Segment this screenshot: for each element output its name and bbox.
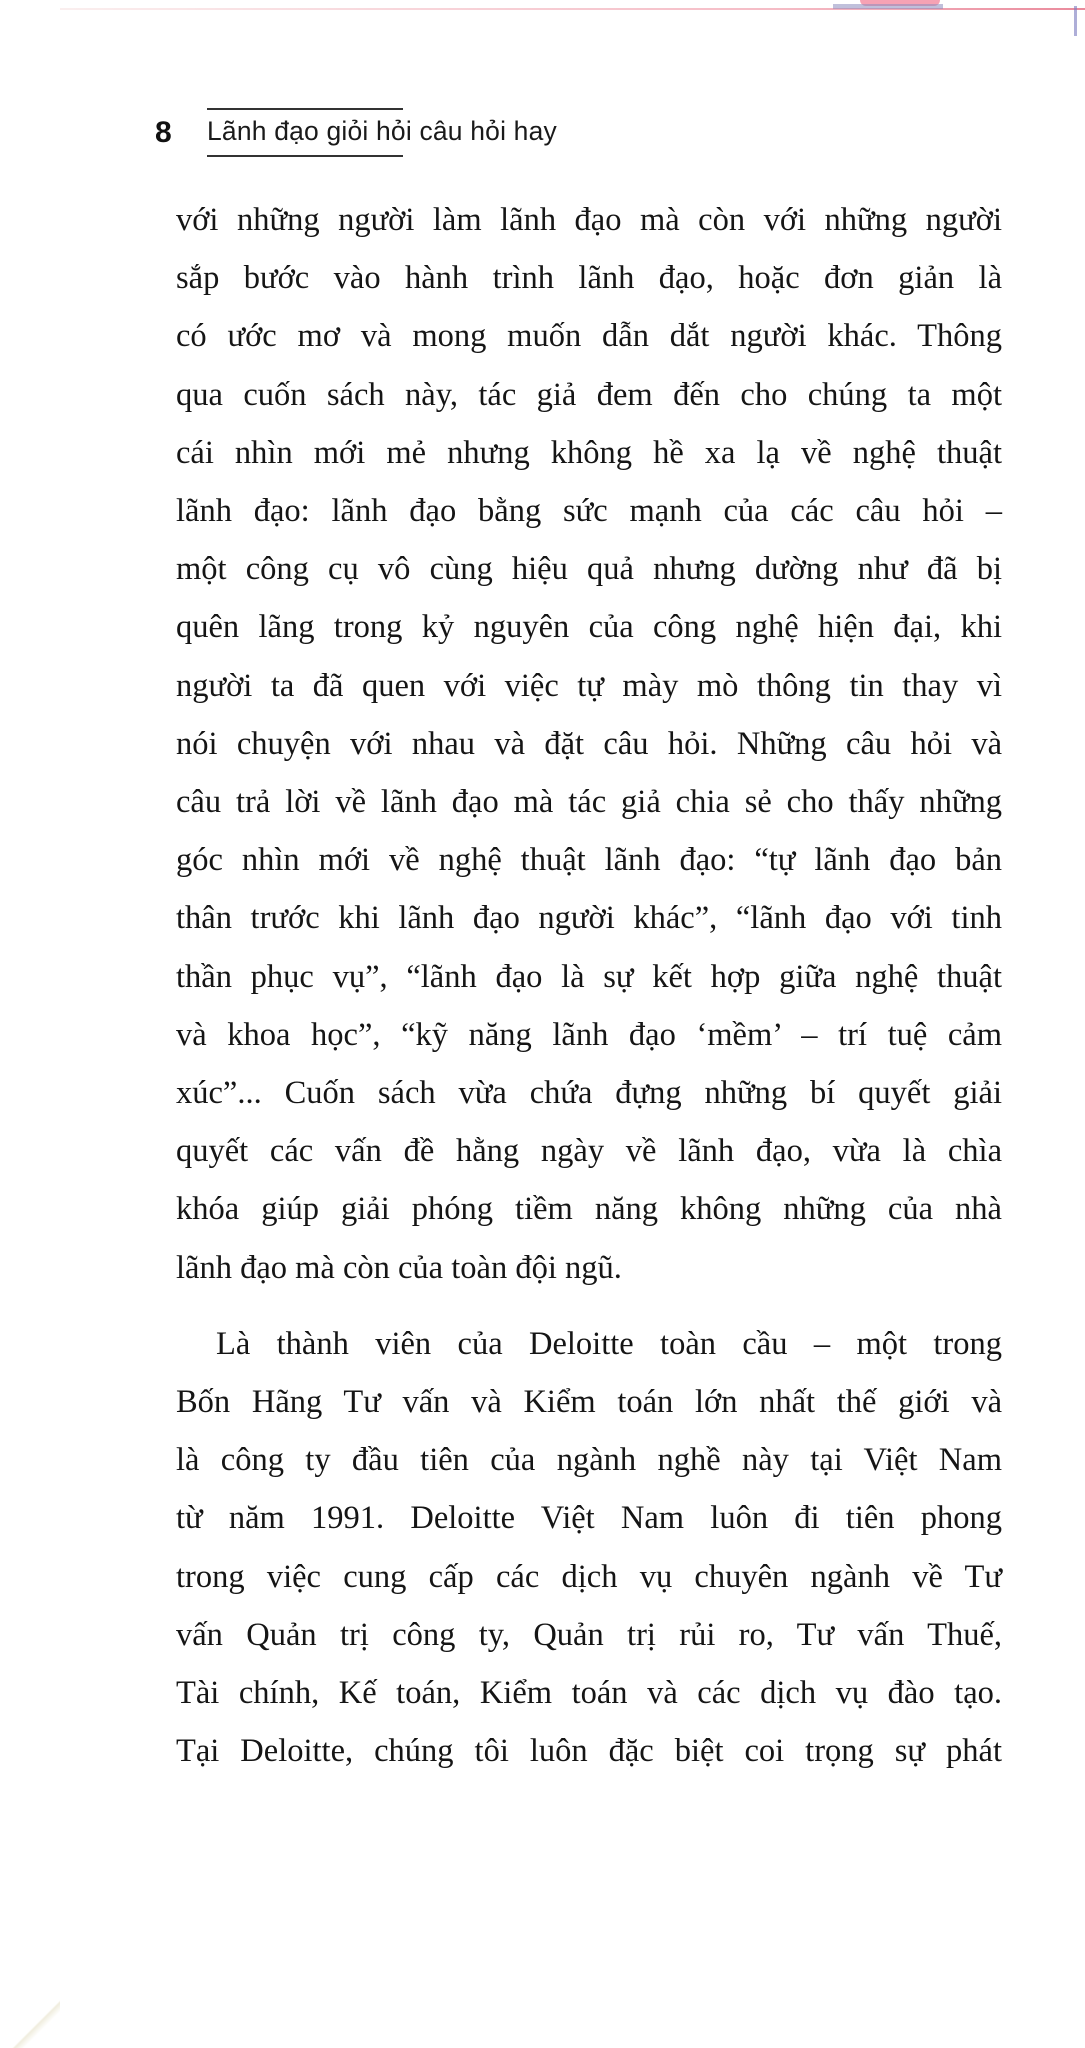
text-line: từ năm 1991. Deloitte Việt Nam luôn đi tiên phong bbox=[176, 1500, 1002, 1537]
body-text bbox=[176, 191, 1002, 1780]
text-line: vấn Quản trị công ty, Quản trị rủi ro, Tư vấn Thuế, bbox=[176, 1616, 1002, 1653]
text-line: và khoa học”, “kỹ năng lãnh đạo ‘mềm’ – trí tuệ cảm bbox=[176, 1016, 1002, 1053]
page-corner-fold bbox=[0, 1988, 60, 2048]
paragraph-continued bbox=[176, 191, 1002, 1297]
text-line: người ta đã quen với việc tự mày mò thông tin thay vì bbox=[176, 667, 1002, 704]
text-line: trong việc cung cấp các dịch vụ chuyên ngành về Tư bbox=[176, 1558, 1002, 1595]
text-line: lãnh đạo: lãnh đạo bằng sức mạnh của các câu hỏi – bbox=[176, 493, 1002, 530]
running-title: Lãnh đạo giỏi hỏi câu hỏi hay bbox=[207, 116, 557, 146]
text-line: Là thành viên của Deloitte toàn cầu – một trong bbox=[216, 1325, 1002, 1362]
text-line: sắp bước vào hành trình lãnh đạo, hoặc đơn giản là bbox=[176, 260, 1002, 297]
text-line: Tại Deloitte, chúng tôi luôn đặc biệt coi trọng sự phát bbox=[176, 1733, 1002, 1770]
text-line: xúc”... Cuốn sách vừa chứa đựng những bí quyết giải bbox=[176, 1075, 1002, 1112]
text-line: với những người làm lãnh đạo mà còn với những người bbox=[176, 202, 1002, 238]
text-line: quyết các vấn đề hằng ngày về lãnh đạo, vừa là chìa bbox=[176, 1133, 1002, 1170]
text-line: quên lãng trong kỷ nguyên của công nghệ hiện đại, khi bbox=[176, 609, 1002, 646]
page-right-edge bbox=[1074, 6, 1077, 36]
text-line: cái nhìn mới mẻ nhưng không hề xa lạ về nghệ thuật bbox=[176, 434, 1002, 471]
running-head bbox=[155, 108, 557, 157]
text-line: qua cuốn sách này, tác giả đem đến cho chúng ta một bbox=[176, 376, 1002, 413]
text-line: lãnh đạo mà còn của toàn đội ngũ. bbox=[176, 1249, 622, 1286]
text-line: góc nhìn mới về nghệ thuật lãnh đạo: “tự lãnh đạo bản bbox=[176, 842, 1002, 879]
page-number: 8 bbox=[155, 116, 172, 150]
text-line: khóa giúp giải phóng tiềm năng không những của nhà bbox=[176, 1191, 1002, 1228]
text-line: câu trả lời về lãnh đạo mà tác giả chia sẻ cho thấy những bbox=[176, 784, 1002, 821]
text-line: một công cụ vô cùng hiệu quả nhưng dường như đã bị bbox=[176, 551, 1002, 588]
text-line: là công ty đầu tiên của ngành nghề này tại Việt Nam bbox=[176, 1442, 1002, 1479]
text-line: thân trước khi lãnh đạo người khác”, “lãnh đạo với tinh bbox=[176, 900, 1002, 937]
text-line: Tài chính, Kế toán, Kiểm toán và các dịch vụ đào tạo. bbox=[176, 1675, 1002, 1712]
text-line: thần phục vụ”, “lãnh đạo là sự kết hợp giữa nghệ thuật bbox=[176, 958, 1002, 995]
text-line: nói chuyện với nhau và đặt câu hỏi. Những câu hỏi và bbox=[176, 725, 1002, 762]
text-line: có ước mơ và mong muốn dẫn dắt người khác. Thông bbox=[176, 318, 1002, 355]
page-edge-tab bbox=[833, 4, 943, 9]
paragraph-deloitte bbox=[176, 1315, 1002, 1781]
running-title-rule bbox=[207, 108, 557, 157]
text-line: Bốn Hãng Tư vấn và Kiểm toán lớn nhất thế giới và bbox=[176, 1384, 1002, 1421]
